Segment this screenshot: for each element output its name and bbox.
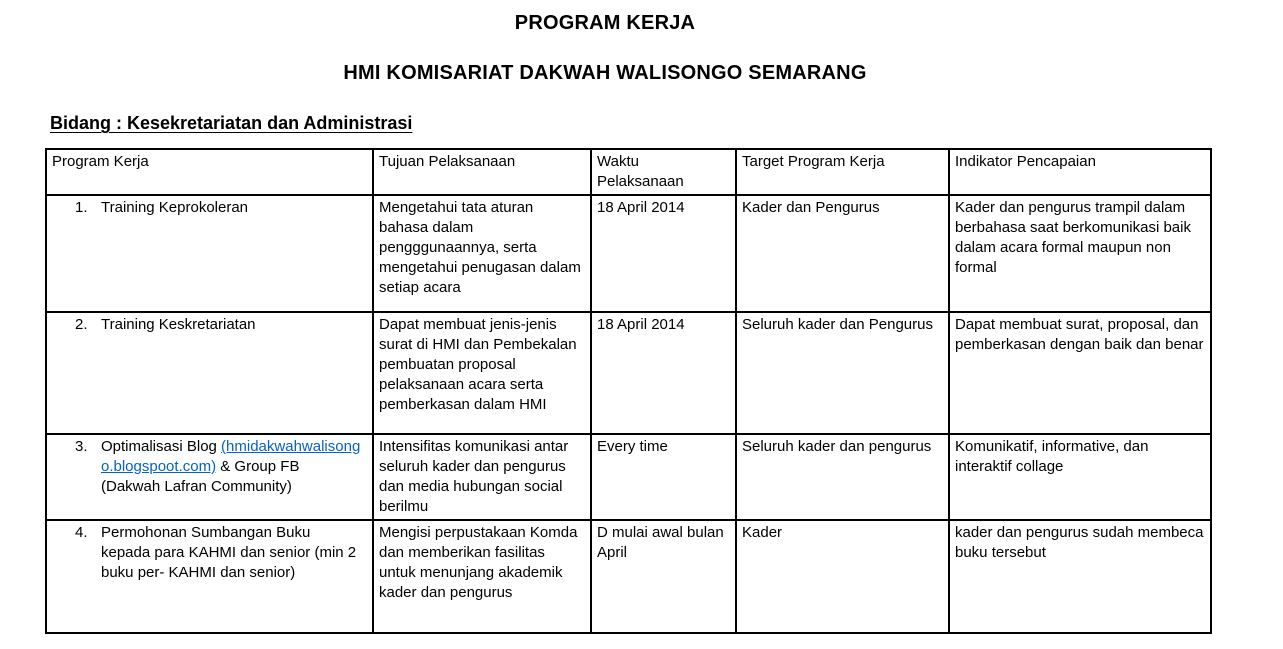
program-name-text: & Group FB (Dakwah Lafran Community) [101,458,300,495]
row-number: 2. [75,316,88,333]
target-cell: Kader [736,520,949,633]
numbered-item [47,315,366,335]
waktu-cell: 18 April 2014 [591,312,736,434]
program-cell [46,520,373,633]
column-header-indikator: Indikator Pencapaian [949,149,1211,195]
table-row [46,520,1211,633]
table-row [46,312,1211,434]
row-number: 4. [75,524,88,541]
program-name: Permohonan Sumbangan Buku kepada para KAHMI dan senior (min 2 buku per- KAHMI dan senior) [101,524,357,581]
program-name-text: Optimalisasi Blog [101,438,222,455]
row-number: 1. [75,199,88,216]
indikator-cell: Kader dan pengurus trampil dalam berbahasa saat berkomunikasi baik dalam acara formal maupun non formal [949,195,1211,312]
column-header-tujuan: Tujuan Pelaksanaan [373,149,591,195]
numbered-item [47,523,366,583]
waktu-cell: Every time [591,434,736,520]
waktu-cell: D mulai awal bulan April [591,520,736,633]
target-cell: Seluruh kader dan pengurus [736,434,949,520]
blog-link[interactable]: (hmidakwahwalisongo.blogspoot.com) [101,438,361,475]
indikator-cell: Dapat membuat surat, proposal, dan pemberkasan dengan baik dan benar [949,312,1211,434]
doc-subtitle: HMI KOMISARIAT DAKWAH WALISONGO SEMARANG [343,62,867,84]
target-cell: Seluruh kader dan Pengurus [736,312,949,434]
column-header-target: Target Program Kerja [736,149,949,195]
indikator-cell: Komunikatif, informative, dan interaktif collage [949,434,1211,520]
indikator-cell: kader dan pengurus sudah membeca buku tersebut [949,520,1211,633]
table-row [46,195,1211,312]
program-name [101,437,362,497]
numbered-item [47,437,366,497]
target-cell: Kader dan Pengurus [736,195,949,312]
numbered-item [47,198,366,218]
column-header-waktu: Waktu Pelaksanaan [591,149,736,195]
program-name: Training Keskretariatan [101,316,256,333]
program-cell [46,312,373,434]
table-row [46,434,1211,520]
program-table [45,148,1212,634]
program-name: Training Keprokoleran [101,199,249,216]
section-heading: Bidang : Kesekretariatan dan Administrasi [50,113,413,133]
tujuan-cell: Intensifitas komunikasi antar seluruh kader dan pengurus dan media hubungan social berilmu [373,434,591,520]
program-cell [46,434,373,520]
column-header-program: Program Kerja [46,149,373,195]
program-cell [46,195,373,312]
doc-title: PROGRAM KERJA [514,12,696,34]
table-header-row [46,149,1211,195]
tujuan-cell: Mengisi perpustakaan Komda dan memberikan fasilitas untuk menunjang akademik kader dan pengurus [373,520,591,633]
waktu-cell: 18 April 2014 [591,195,736,312]
tujuan-cell: Mengetahui tata aturan bahasa dalam pengggunaannya, serta mengetahui penugasan dalam setiap acara [373,195,591,312]
row-number: 3. [75,438,88,455]
tujuan-cell: Dapat membuat jenis-jenis surat di HMI dan Pembekalan pembuatan proposal pelaksanaan acara serta pemberkasan dalam HMI [373,312,591,434]
